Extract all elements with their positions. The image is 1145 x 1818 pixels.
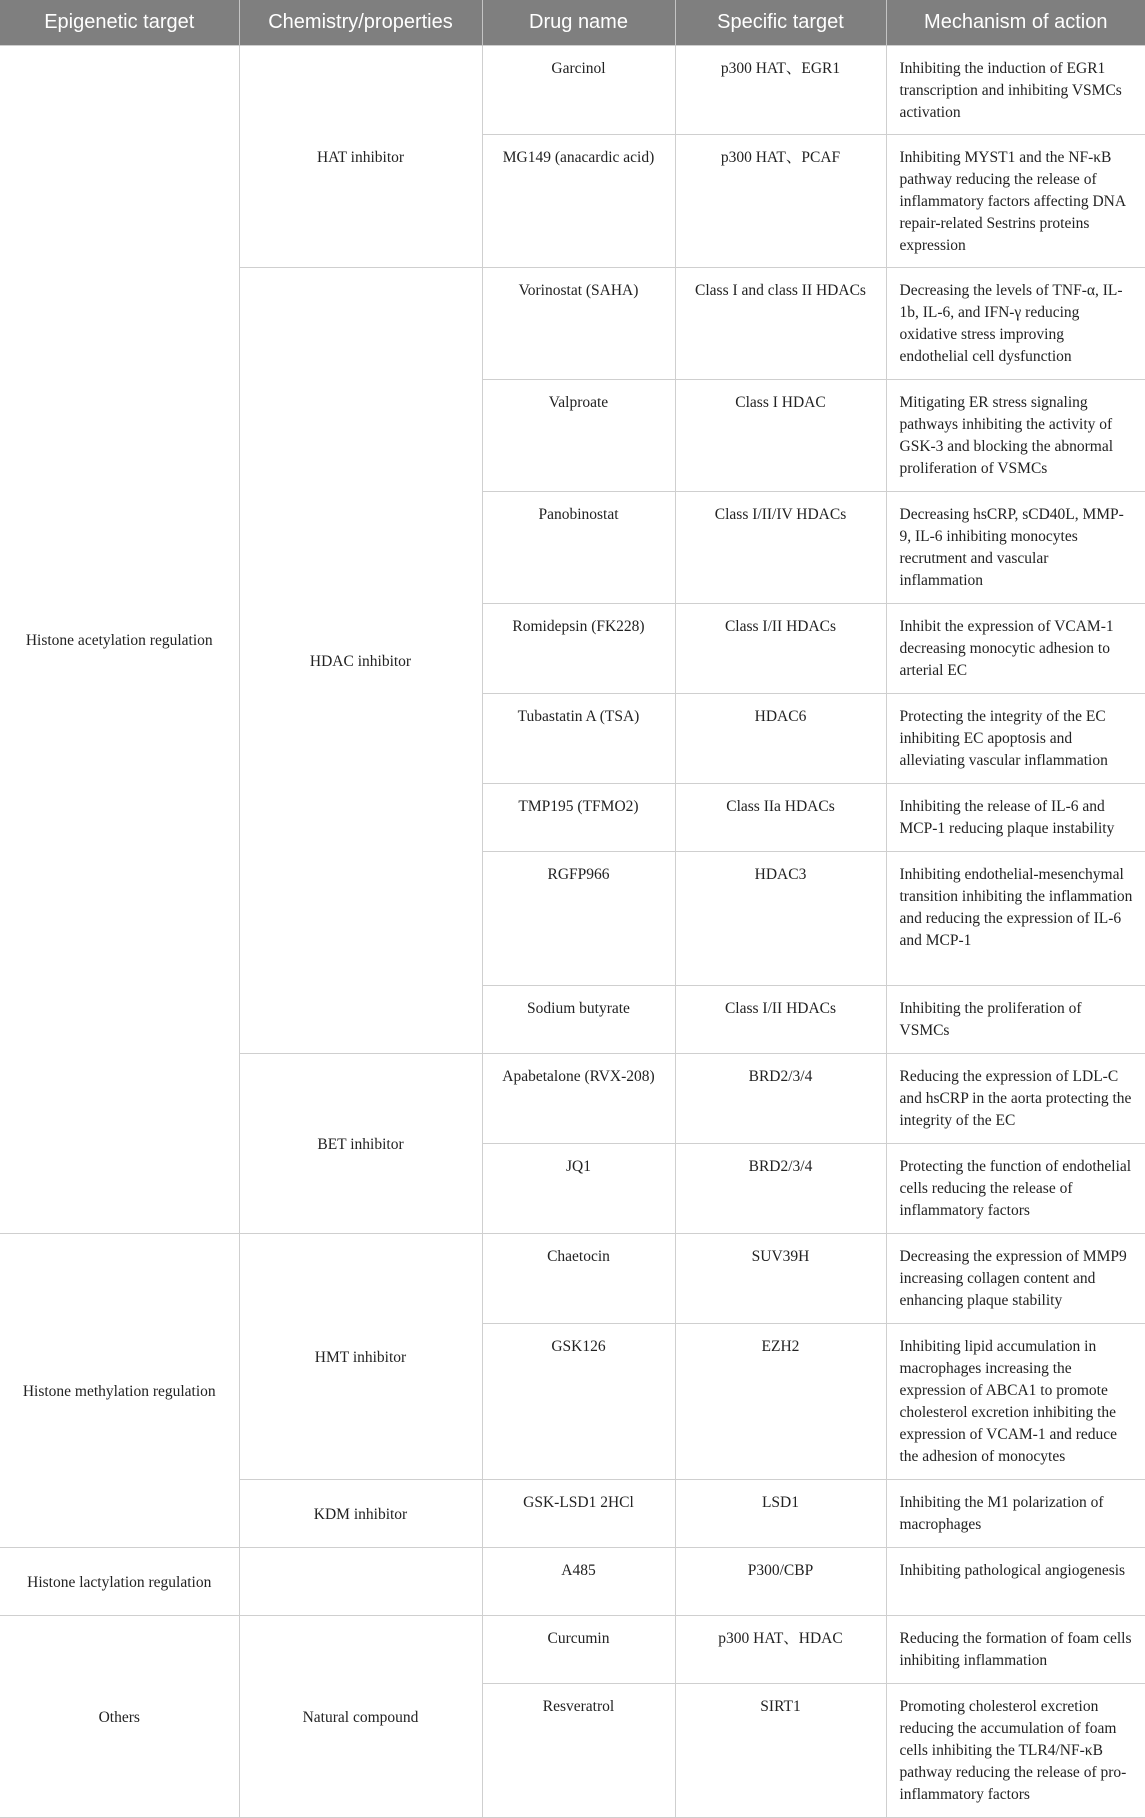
header-specific-target: Specific target: [675, 0, 886, 46]
drug-name-cell: Apabetalone (RVX-208): [482, 1054, 675, 1144]
group-histone-lactylation: Histone lactylation regulation: [0, 1548, 239, 1616]
specific-target-cell: HDAC3: [675, 852, 886, 986]
group-others: Others: [0, 1616, 239, 1818]
specific-target-cell: BRD2/3/4: [675, 1054, 886, 1144]
specific-target-cell: SIRT1: [675, 1684, 886, 1818]
drug-name-cell: Vorinostat (SAHA): [482, 268, 675, 380]
group-histone-acetylation: Histone acetylation regulation: [0, 46, 239, 1234]
class-bet-inhibitor: BET inhibitor: [239, 1054, 482, 1234]
mechanism-cell: Reducing the expression of LDL-C and hsCRP in the aorta protecting the integrity of the EC: [886, 1054, 1145, 1144]
drug-name-cell: GSK-LSD1 2HCl: [482, 1480, 675, 1548]
specific-target-cell: Class I/II HDACs: [675, 986, 886, 1054]
header-epigenetic-target: Epigenetic target: [0, 0, 239, 46]
mechanism-cell: Inhibiting pathological angiogenesis: [886, 1548, 1145, 1616]
drug-name-cell: A485: [482, 1548, 675, 1616]
class-hat-inhibitor: HAT inhibitor: [239, 46, 482, 268]
specific-target-cell: EZH2: [675, 1324, 886, 1480]
class-hmt-inhibitor: HMT inhibitor: [239, 1234, 482, 1480]
specific-target-cell: Class I/II/IV HDACs: [675, 492, 886, 604]
specific-target-cell: SUV39H: [675, 1234, 886, 1324]
mechanism-cell: Decreasing the levels of TNF-α, IL-1b, IL-6, and IFN-γ reducing oxidative stress improving endothelial cell dysfunction: [886, 268, 1145, 380]
drug-name-cell: Chaetocin: [482, 1234, 675, 1324]
specific-target-cell: LSD1: [675, 1480, 886, 1548]
table-body: [0, 46, 1145, 1818]
table-row: [0, 1234, 1145, 1324]
drug-name-cell: JQ1: [482, 1144, 675, 1234]
drug-name-cell: TMP195 (TFMO2): [482, 784, 675, 852]
mechanism-cell: Inhibit the expression of VCAM-1 decreasing monocytic adhesion to arterial EC: [886, 604, 1145, 694]
mechanism-cell: Inhibiting lipid accumulation in macrophages increasing the expression of ABCA1 to promote cholesterol excretion inhibiting the expression of VCAM-1 and reduce the adhesion of monocytes: [886, 1324, 1145, 1480]
table-row: [0, 1616, 1145, 1684]
mechanism-cell: Inhibiting the M1 polarization of macrophages: [886, 1480, 1145, 1548]
drug-name-cell: Garcinol: [482, 46, 675, 135]
mechanism-cell: Promoting cholesterol excretion reducing the accumulation of foam cells inhibiting the TLR4/NF-κB pathway reducing the release of pro-inflammatory factors: [886, 1684, 1145, 1818]
mechanism-cell: Protecting the function of endothelial cells reducing the release of inflammatory factors: [886, 1144, 1145, 1234]
mechanism-cell: Inhibiting the induction of EGR1 transcription and inhibiting VSMCs activation: [886, 46, 1145, 135]
drug-name-cell: Valproate: [482, 380, 675, 492]
mechanism-cell: Inhibiting the proliferation of VSMCs: [886, 986, 1145, 1054]
mechanism-cell: Decreasing hsCRP, sCD40L, MMP-9, IL-6 inhibiting monocytes recrutment and vascular inflammation: [886, 492, 1145, 604]
specific-target-cell: p300 HAT、EGR1: [675, 46, 886, 135]
specific-target-cell: Class I/II HDACs: [675, 604, 886, 694]
mechanism-cell: Inhibiting endothelial-mesenchymal transition inhibiting the inflammation and reducing the expression of IL-6 and MCP-1: [886, 852, 1145, 986]
mechanism-cell: Inhibiting MYST1 and the NF-κB pathway reducing the release of inflammatory factors affecting DNA repair-related Sestrins proteins expression: [886, 135, 1145, 268]
specific-target-cell: BRD2/3/4: [675, 1144, 886, 1234]
specific-target-cell: Class I HDAC: [675, 380, 886, 492]
drug-name-cell: MG149 (anacardic acid): [482, 135, 675, 268]
specific-target-cell: Class I and class II HDACs: [675, 268, 886, 380]
drug-name-cell: Sodium butyrate: [482, 986, 675, 1054]
specific-target-cell: HDAC6: [675, 694, 886, 784]
drug-name-cell: Romidepsin (FK228): [482, 604, 675, 694]
header-drug-name: Drug name: [482, 0, 675, 46]
header-mechanism-of-action: Mechanism of action: [886, 0, 1145, 46]
class-kdm-inhibitor: KDM inhibitor: [239, 1480, 482, 1548]
class-hdac-inhibitor: HDAC inhibitor: [239, 268, 482, 1054]
drug-name-cell: Tubastatin A (TSA): [482, 694, 675, 784]
class-lactylation-empty: [239, 1548, 482, 1616]
table-row: [0, 1548, 1145, 1616]
specific-target-cell: Class IIa HDACs: [675, 784, 886, 852]
drug-name-cell: RGFP966: [482, 852, 675, 986]
specific-target-cell: p300 HAT、HDAC: [675, 1616, 886, 1684]
table-row: [0, 46, 1145, 135]
mechanism-cell: Mitigating ER stress signaling pathways inhibiting the activity of GSK-3 and blocking the abnormal proliferation of VSMCs: [886, 380, 1145, 492]
group-histone-methylation: Histone methylation regulation: [0, 1234, 239, 1548]
table-header: [0, 0, 1145, 46]
header-chemistry-properties: Chemistry/properties: [239, 0, 482, 46]
mechanism-cell: Protecting the integrity of the EC inhibiting EC apoptosis and alleviating vascular inflammation: [886, 694, 1145, 784]
class-natural-compound: Natural compound: [239, 1616, 482, 1818]
drug-name-cell: Resveratrol: [482, 1684, 675, 1818]
drug-name-cell: Panobinostat: [482, 492, 675, 604]
drug-name-cell: Curcumin: [482, 1616, 675, 1684]
drug-name-cell: GSK126: [482, 1324, 675, 1480]
header-row: [0, 0, 1145, 46]
mechanism-cell: Reducing the formation of foam cells inhibiting inflammation: [886, 1616, 1145, 1684]
specific-target-cell: P300/CBP: [675, 1548, 886, 1616]
specific-target-cell: p300 HAT、PCAF: [675, 135, 886, 268]
mechanism-cell: Inhibiting the release of IL-6 and MCP-1 reducing plaque instability: [886, 784, 1145, 852]
mechanism-cell: Decreasing the expression of MMP9 increasing collagen content and enhancing plaque stability: [886, 1234, 1145, 1324]
